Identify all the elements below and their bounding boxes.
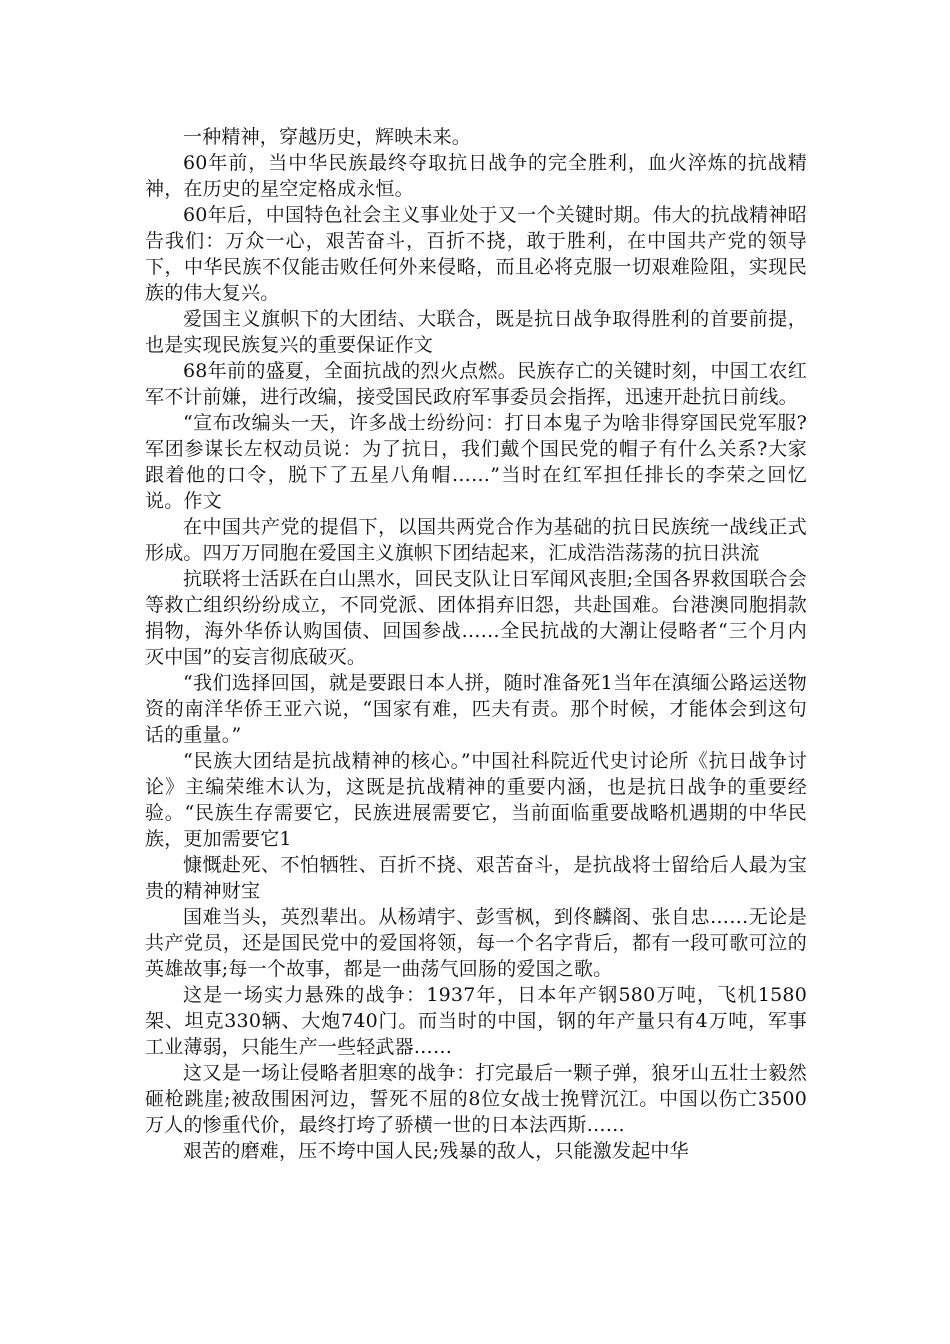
paragraph: 这是一场实力悬殊的战争：1937年，日本年产钢580万吨，飞机1580架、坦克330辆、大炮740门。而当时的中国，钢的年产量只有4万吨，军事工业薄弱，只能生产一些轻武器…… [145, 984, 807, 1058]
paragraph: 68年前的盛夏，全面抗战的烈火点燃。民族存亡的关键时刻，中国工农红军不计前嫌，进行改编，接受国民政府军事委员会指挥，迅速开赴抗日前线。 [145, 360, 807, 408]
paragraph: 爱国主义旗帜下的大团结、大联合，既是抗日战争取得胜利的首要前提，也是实现民族复兴的重要保证作文 [145, 308, 807, 356]
paragraph: 慷慨赴死、不怕牺牲、百折不挠、艰苦奋斗，是抗战将士留给后人最为宝贵的精神财宝 [145, 854, 807, 902]
paragraph: 国难当头，英烈辈出。从杨靖宇、彭雪枫，到佟麟阁、张自忠……无论是共产党员，还是国民党中的爱国将领，每一个名字背后，都有一段可歌可泣的英雄故事;每一个故事，都是一曲荡气回肠的爱国之歌。 [145, 906, 807, 980]
paragraph: 60年前，当中华民族最终夺取抗日战争的完全胜利，血火淬炼的抗战精神，在历史的星空定格成永恒。 [145, 152, 807, 200]
paragraph: “我们选择回国，就是要跟日本人拼，随时准备死1当年在滇缅公路运送物资的南洋华侨王亚六说，“国家有难，匹夫有责。那个时候，才能体会到这句话的重量。” [145, 672, 807, 746]
paragraph: 在中国共产党的提倡下，以国共两党合作为基础的抗日民族统一战线正式形成。四万万同胞在爱国主义旗帜下团结起来，汇成浩浩荡荡的抗日洪流 [145, 516, 807, 564]
paragraph: “宣布改编头一天，许多战士纷纷问：打日本鬼子为啥非得穿国民党军服?军团参谋长左权动员说：为了抗日，我们戴个国民党的帽子有什么关系?大家跟着他的口令，脱下了五星八角帽……”当时在红军担任排长的李荣之回忆说。作文 [145, 412, 807, 512]
paragraph: 60年后，中国特色社会主义事业处于又一个关键时期。伟大的抗战精神昭告我们：万众一心，艰苦奋斗，百折不挠，敢于胜利，在中国共产党的领导下，中华民族不仅能击败任何外来侵略，而且必将克服一切艰难险阻，实现民族的伟大复兴。 [145, 204, 807, 304]
paragraph: 抗联将士活跃在白山黑水，回民支队让日军闻风丧胆;全国各界救国联合会等救亡组织纷纷成立，不同党派、团体捐弃旧怨，共赴国难。台港澳同胞捐款捐物，海外华侨认购国债、回国参战……全民抗战的大潮让侵略者“三个月内灭中国”的妄言彻底破灭。 [145, 568, 807, 668]
paragraph: 一种精神，穿越历史，辉映未来。 [183, 126, 472, 148]
paragraph: 艰苦的磨难，压不垮中国人民;残暴的敌人，只能激发起中华 [183, 1140, 689, 1162]
paragraph: “民族大团结是抗战精神的核心。”中国社科院近代史讨论所《抗日战争讨论》主编荣维木认为，这既是抗战精神的重要内涵，也是抗日战争的重要经验。“民族生存需要它，民族进展需要它，当前面临重要战略机遇期的中华民族，更加需要它1 [145, 750, 807, 850]
paragraph: 这又是一场让侵略者胆寒的战争：打完最后一颗子弹，狼牙山五壮士毅然砸枪跳崖;被敌围困河边，誓死不屈的8位女战士挽臂沉江。中国以伤亡3500万人的惨重代价，最终打垮了骄横一世的日本法西斯…… [145, 1062, 807, 1136]
document-body [145, 124, 807, 1164]
